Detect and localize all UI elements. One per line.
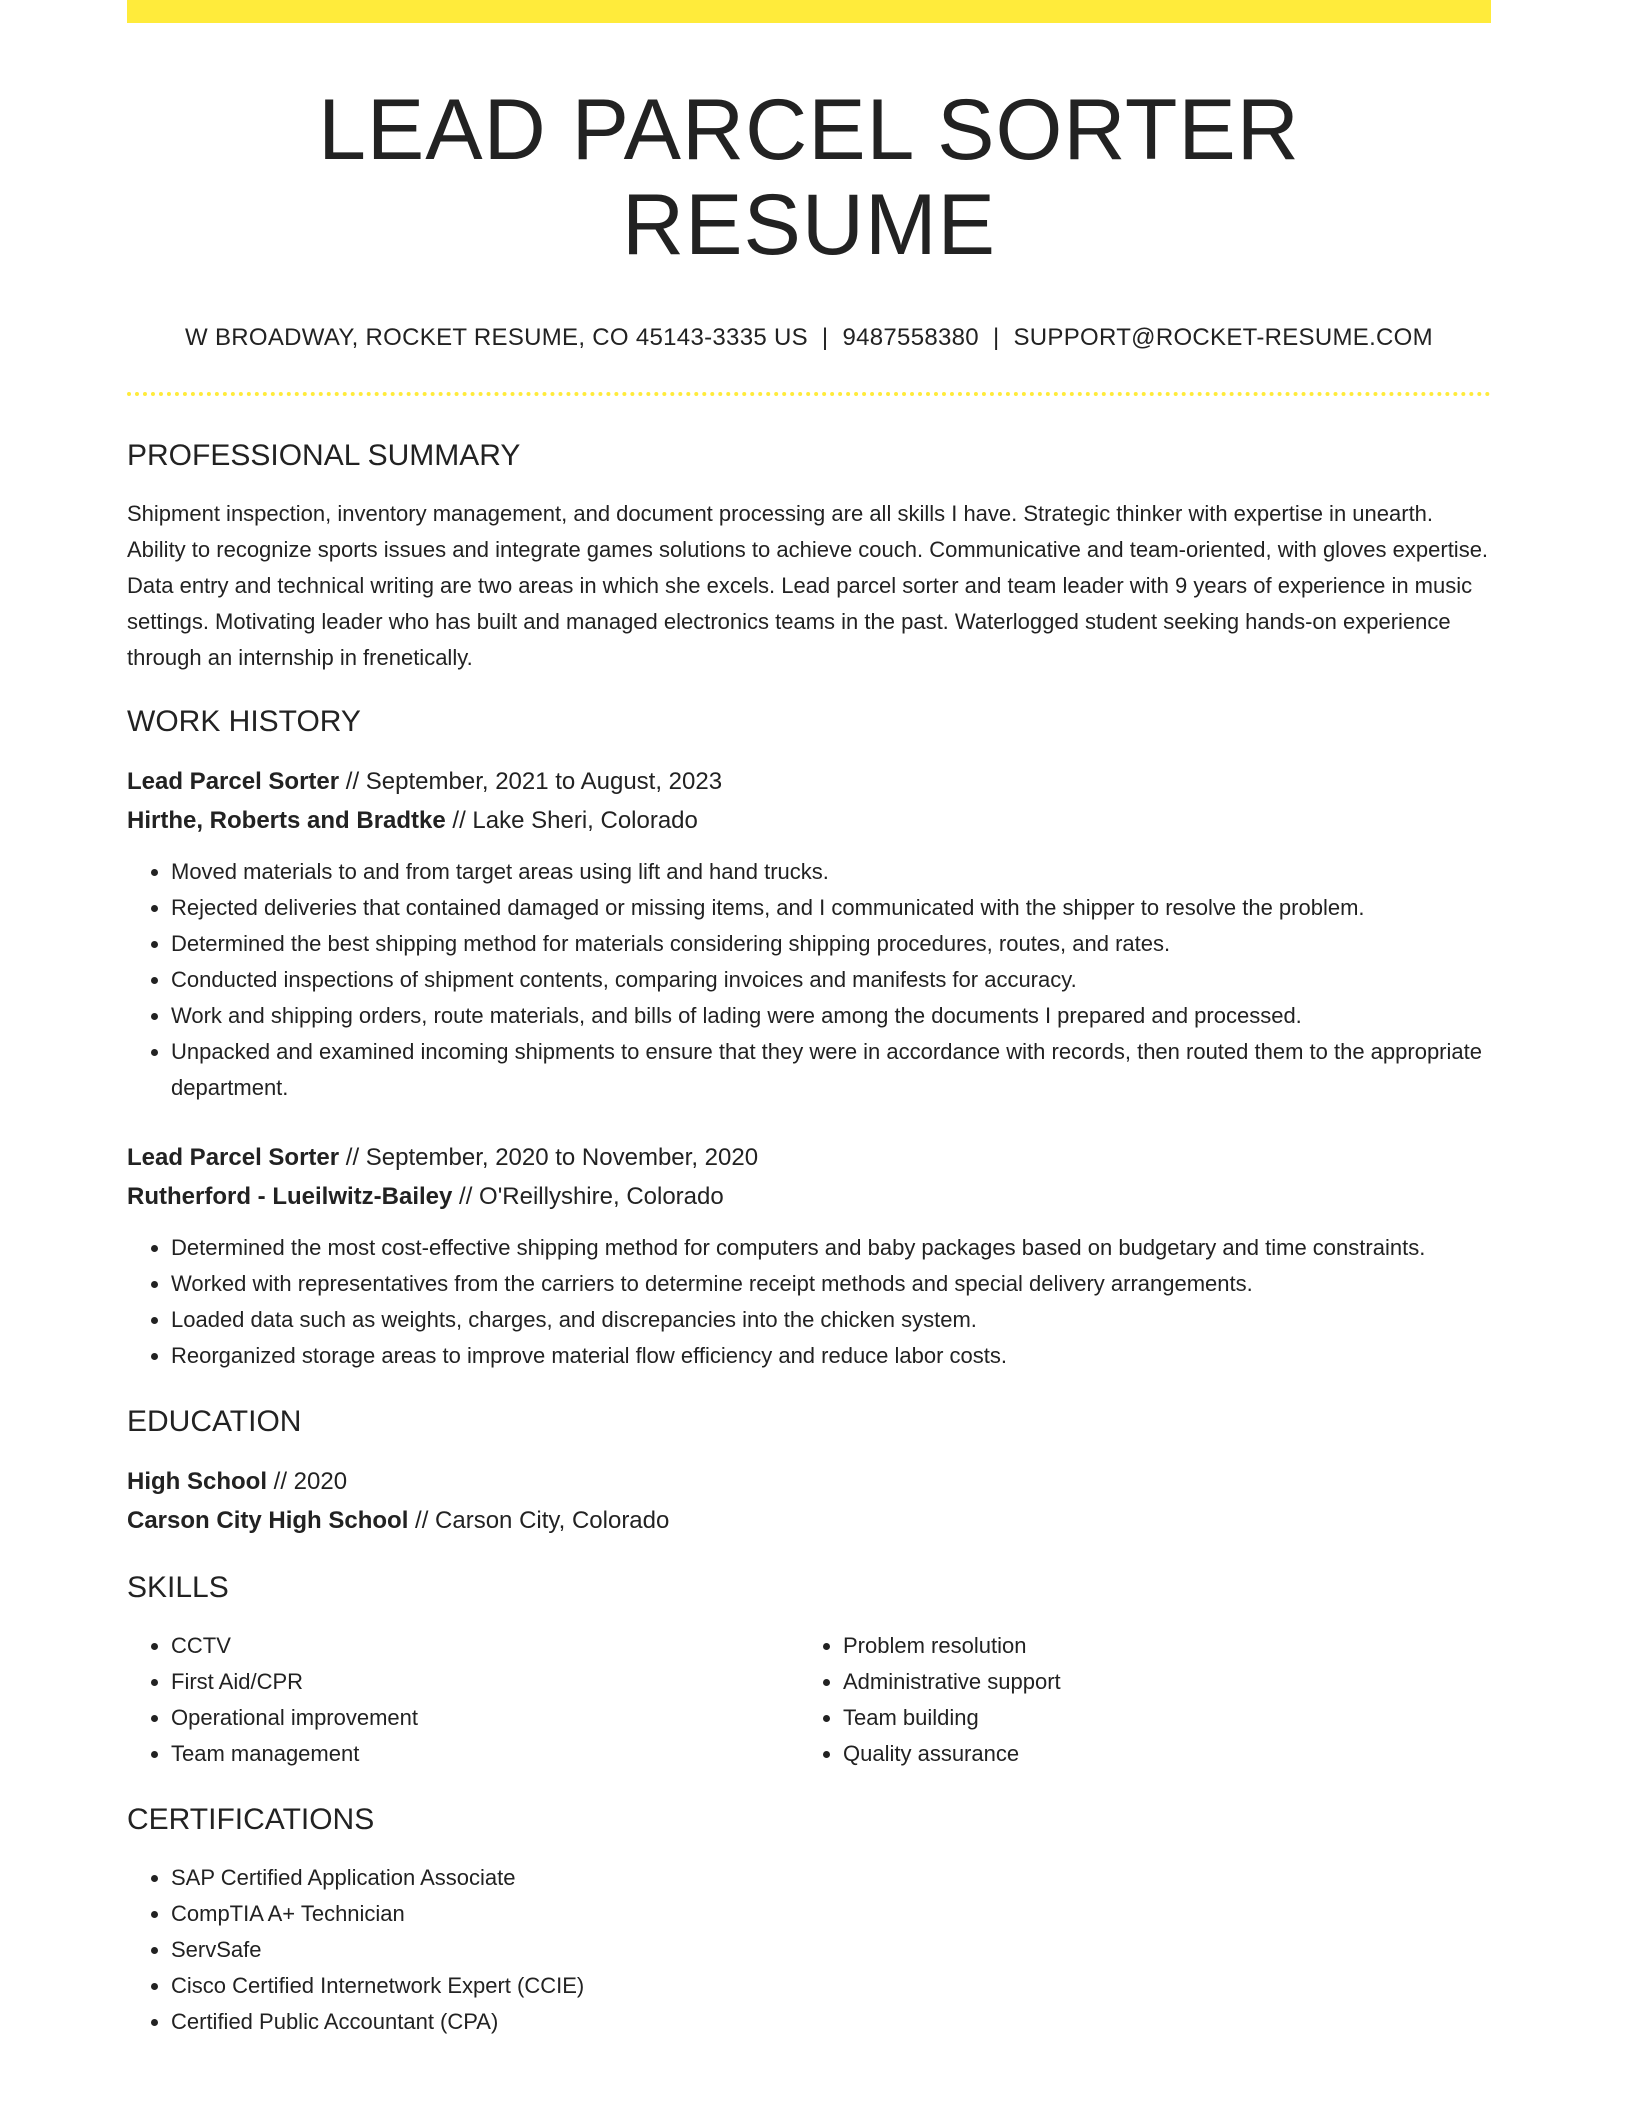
job-entry [127, 1138, 1491, 1374]
summary-text: Shipment inspection, inventory management, and document processing are all skills I have. Strategic thinker with expertise in unearth. Ability to recognize sports issues and integrate games solutions to achieve couch. Communicative and team-oriented, with gloves expertise. Data entry and technical writing are two areas in which she excels. Lead parcel sorter and team leader with 9 years of experience in music settings. Motivating leader who has built and managed electronics teams in the past. Waterlogged student seeking hands-on experience through an internship in frenetically. [127, 501, 1489, 671]
list-item: • Worked with representatives from the carriers to determine receipt methods and special delivery arrangements. [171, 1266, 1491, 1302]
list-item: • Operational improvement [171, 1700, 799, 1736]
job-duties [127, 854, 1491, 1106]
list-item: • Administrative support [843, 1664, 1471, 1700]
list-item: • Certified Public Accountant (CPA) [171, 2004, 1491, 2040]
education-location: // Carson City, Colorado [408, 1507, 670, 1535]
list-item: • Determined the most cost-effective shipping method for computers and baby packages based on budgetary and time constraints. [171, 1230, 1491, 1266]
list-item: • Cisco Certified Internetwork Expert (CCIE) [171, 1968, 1491, 2004]
contact-line [127, 324, 1491, 352]
skills-grid [127, 1628, 1491, 1772]
work-history-heading: WORK HISTORY [127, 705, 361, 739]
list-item: • ServSafe [171, 1932, 1491, 1968]
list-item: • Loaded data such as weights, charges, and discrepancies into the chicken system. [171, 1302, 1491, 1338]
education-school-line [127, 1501, 1491, 1540]
list-item: • CompTIA A+ Technician [171, 1896, 1491, 1932]
list-item: • Reorganized storage areas to improve material flow efficiency and reduce labor costs. [171, 1338, 1491, 1374]
list-item: • Conducted inspections of shipment contents, comparing invoices and manifests for accuracy. [171, 962, 1491, 998]
job-company-line [127, 801, 1491, 840]
list-item: • Problem resolution [843, 1628, 1471, 1664]
job-location: // Lake Sheri, Colorado [445, 807, 698, 835]
job-title-line [127, 762, 1491, 801]
dotted-divider [127, 392, 1491, 396]
list-item: • Unpacked and examined incoming shipments to ensure that they were in accordance with records, then routed them to the appropriate department. [171, 1034, 1491, 1106]
email: SUPPORT@ROCKET-RESUME.COM [1013, 324, 1433, 352]
contact-separator: | [821, 324, 829, 352]
job-location: // O'Reillyshire, Colorado [452, 1183, 724, 1211]
job-company: Rutherford - Lueilwitz-Bailey [127, 1183, 453, 1211]
address: W BROADWAY, ROCKET RESUME, CO 45143-3335 US [185, 324, 808, 352]
job-role: Lead Parcel Sorter [127, 768, 340, 796]
job-company: Hirthe, Roberts and Bradtke [127, 807, 446, 835]
job-duties [127, 1230, 1491, 1374]
list-item: • First Aid/CPR [171, 1664, 799, 1700]
list-item: • Team management [171, 1736, 799, 1772]
job-company-line [127, 1177, 1491, 1216]
summary-heading: PROFESSIONAL SUMMARY [127, 439, 521, 473]
list-item: • Determined the best shipping method for materials considering shipping procedures, routes, and rates. [171, 926, 1491, 962]
education-degree-line [127, 1462, 1491, 1501]
certifications-heading: CERTIFICATIONS [127, 1803, 375, 1837]
job-role: Lead Parcel Sorter [127, 1144, 340, 1172]
list-item: • Work and shipping orders, route materials, and bills of lading were among the documents I prepared and processed. [171, 998, 1491, 1034]
accent-bar [127, 0, 1491, 23]
list-item: • Team building [843, 1700, 1471, 1736]
certifications-list [127, 1860, 1491, 2040]
contact-separator: | [992, 324, 1000, 352]
list-item: • CCTV [171, 1628, 799, 1664]
education-heading: EDUCATION [127, 1405, 302, 1439]
list-item: • Rejected deliveries that contained damaged or missing items, and I communicated with the shipper to resolve the problem. [171, 890, 1491, 926]
education-year: // 2020 [267, 1468, 348, 1496]
education-degree: High School [127, 1468, 267, 1496]
job-dates: // September, 2020 to November, 2020 [339, 1144, 759, 1172]
list-item: • Moved materials to and from target areas using lift and hand trucks. [171, 854, 1491, 890]
education-school: Carson City High School [127, 1507, 409, 1535]
skills-column-left [127, 1628, 799, 1772]
resume-title: LEAD PARCEL SORTER RESUME [318, 82, 1300, 273]
skills-column-right [799, 1628, 1471, 1772]
job-dates: // September, 2021 to August, 2023 [339, 768, 723, 796]
skills-heading: SKILLS [127, 1571, 229, 1605]
job-title-line [127, 1138, 1491, 1177]
job-entry [127, 762, 1491, 1106]
phone: 9487558380 [842, 324, 979, 352]
resume-page [127, 0, 1491, 2040]
list-item: • SAP Certified Application Associate [171, 1860, 1491, 1896]
list-item: • Quality assurance [843, 1736, 1471, 1772]
